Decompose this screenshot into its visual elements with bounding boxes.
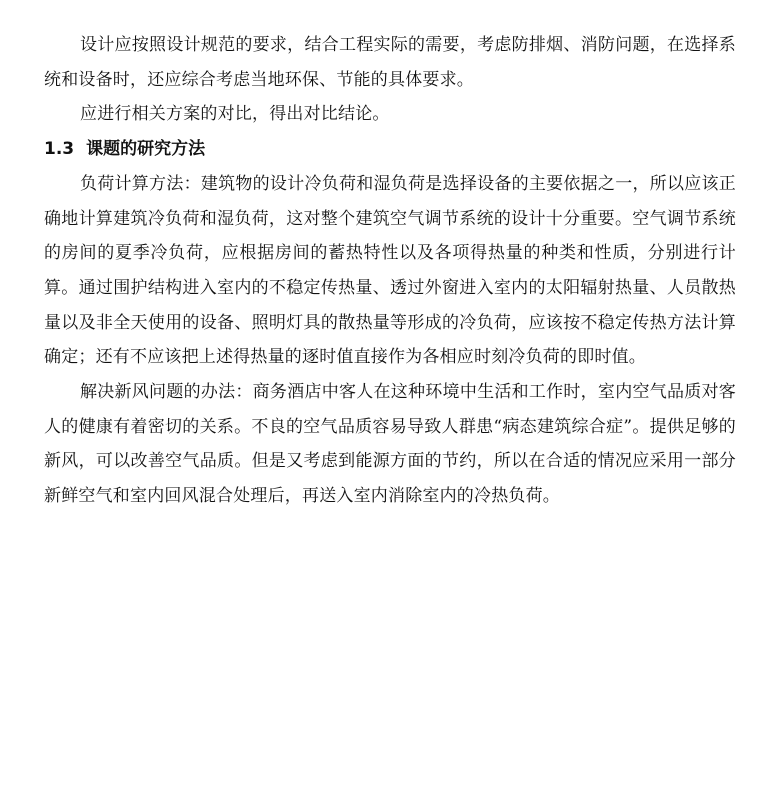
paragraph-fresh-air: 解决新风问题的办法：商务酒店中客人在这种环境中生活和工作时，室内空气品质对客人的健康有着密切的关系。不良的空气品质容易导致人群患“病态建筑综合症”。提供足够的新风，可以改善空气品质。但是又考虑到能源方面的节约，所以在合适的情况应采用一部分新鲜空气和室内回风混合处理后，再送入室内消除室内的冷热负荷。 [44, 382, 736, 507]
paragraph-scheme-comparison: 应进行相关方案的对比，得出对比结论。 [80, 104, 390, 125]
section-number: 1.3 [44, 139, 75, 160]
document-page [44, 28, 736, 514]
paragraph-load-calculation: 负荷计算方法：建筑物的设计冷负荷和湿负荷是选择设备的主要依据之一，所以应该正确地计算建筑冷负荷和湿负荷，这对整个建筑空气调节系统的设计十分重要。空气调节系统的房间的夏季冷负荷，应根据房间的蓄热特性以及各项得热量的种类和性质，分别进行计算。通过围护结构进入室内的不稳定传热量、透过外窗进入室内的太阳辐射热量、人员散热量以及非全天使用的设备、照明灯具的散热量等形成的冷负荷，应该按不稳定传热方法计算确定；还有不应该把上述得热量的逐时值直接作为各相应时刻冷负荷的即时值。 [44, 173, 736, 368]
section-heading [44, 132, 736, 167]
paragraph-design-requirements: 设计应按照设计规范的要求，结合工程实际的需要，考虑防排烟、消防问题，在选择系统和设备时，还应综合考虑当地环保、节能的具体要求。 [44, 35, 736, 90]
section-title: 课题的研究方法 [86, 139, 206, 160]
